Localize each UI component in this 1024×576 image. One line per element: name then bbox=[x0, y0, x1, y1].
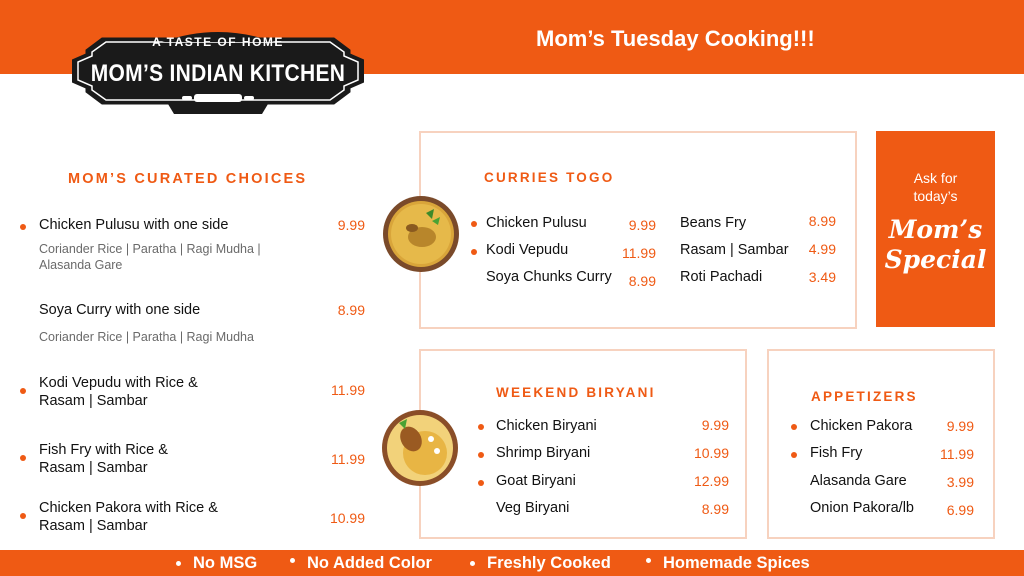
biryani-item-name: Goat Biryani bbox=[496, 473, 576, 489]
biryani-bowl-image bbox=[381, 409, 459, 487]
bullet-dot bbox=[470, 561, 475, 566]
curated-item-sides: Coriander Rice | Paratha | Ragi Mudha bbox=[39, 330, 254, 344]
biryani-item-name: Chicken Biryani bbox=[496, 418, 597, 434]
footer-item: No Added Color bbox=[307, 554, 432, 572]
appetizer-item-price: 6.99 bbox=[946, 502, 974, 518]
curated-item-name-line2: Rasam | Sambar bbox=[39, 460, 148, 476]
bullet-dot bbox=[471, 249, 477, 255]
bullet-dot bbox=[20, 388, 26, 394]
curated-item-price: 11.99 bbox=[331, 382, 365, 398]
curated-item-name-line2: Rasam | Sambar bbox=[39, 518, 148, 534]
bullet-dot bbox=[20, 455, 26, 461]
special-name-line1: Mom’s bbox=[888, 215, 983, 244]
curated-item-name-line2: Rasam | Sambar bbox=[39, 393, 148, 409]
curry-item-name: Beans Fry bbox=[680, 215, 747, 231]
appetizer-item-name: Onion Pakora/lb bbox=[810, 500, 914, 516]
curry-item-name: Roti Pachadi bbox=[680, 269, 763, 285]
curated-item-name-line1: Chicken Pakora with Rice & bbox=[39, 500, 218, 516]
appetizers-title: APPETIZERS bbox=[811, 389, 918, 404]
biryani-item-price: 9.99 bbox=[701, 417, 729, 433]
curated-title: MOM’S CURATED CHOICES bbox=[68, 171, 308, 187]
curated-item-name-line1: Fish Fry with Rice & bbox=[39, 442, 168, 458]
bullet-dot bbox=[791, 424, 797, 430]
curated-item-price: 10.99 bbox=[329, 510, 365, 526]
curry-item-price: 4.99 bbox=[808, 241, 836, 257]
appetizer-item-name: Chicken Pakora bbox=[810, 418, 913, 434]
curry-item-name: Soya Chunks Curry bbox=[486, 269, 612, 285]
curated-item-name-line1: Kodi Vepudu with Rice & bbox=[39, 375, 198, 391]
appetizer-item-price: 11.99 bbox=[940, 446, 974, 462]
footer-item: Homemade Spices bbox=[663, 554, 810, 572]
biryani-item-price: 12.99 bbox=[693, 473, 729, 489]
curry-item-price: 8.99 bbox=[628, 273, 656, 289]
appetizer-item-name: Alasanda Gare bbox=[810, 473, 907, 489]
biryani-item-price: 8.99 bbox=[701, 501, 729, 517]
special-ask-text: Ask for today’s bbox=[913, 170, 958, 204]
footer-bar bbox=[0, 550, 1024, 576]
special-name bbox=[876, 215, 995, 275]
bullet-dot bbox=[478, 452, 484, 458]
curated-item-sides: Coriander Rice | Paratha | Ragi Mudha | Alasanda Gare bbox=[39, 242, 261, 272]
curated-item-name: Soya Curry with one side bbox=[39, 302, 201, 318]
bullet-dot bbox=[791, 452, 797, 458]
bullet-dot bbox=[478, 424, 484, 430]
logo-name: MOM’S INDIAN KITCHEN bbox=[90, 60, 346, 87]
footer-item: No MSG bbox=[193, 554, 258, 572]
biryani-item-name: Veg Biryani bbox=[496, 500, 570, 516]
curries-title: CURRIES TOGO bbox=[484, 170, 615, 185]
bullet-dot bbox=[478, 480, 484, 486]
appetizer-item-price: 9.99 bbox=[946, 418, 974, 434]
curated-item-price: 8.99 bbox=[337, 302, 365, 318]
curated-item-price: 11.99 bbox=[331, 451, 365, 467]
bullet-dot bbox=[471, 221, 477, 227]
bullet-dot bbox=[646, 558, 651, 563]
footer-item: Freshly Cooked bbox=[487, 554, 611, 572]
biryani-item-name: Shrimp Biryani bbox=[496, 445, 591, 461]
bullet-dot bbox=[20, 224, 26, 230]
biryani-title: WEEKEND BIRYANI bbox=[496, 385, 656, 400]
curry-item-price: 11.99 bbox=[622, 245, 656, 261]
curry-item-price: 9.99 bbox=[628, 217, 656, 233]
curated-item-name: Chicken Pulusu with one side bbox=[39, 217, 229, 233]
appetizer-item-name: Fish Fry bbox=[810, 445, 863, 461]
curry-item-price: 8.99 bbox=[808, 213, 836, 229]
curry-item-price: 3.49 bbox=[808, 269, 836, 285]
curry-bowl-image bbox=[382, 195, 460, 273]
logo bbox=[72, 26, 364, 116]
moms-special-panel bbox=[876, 131, 995, 327]
banner-title: Mom’s Tuesday Cooking!!! bbox=[536, 26, 815, 51]
curry-item-name: Rasam | Sambar bbox=[680, 242, 789, 258]
logo-tagline: A TASTE OF HOME bbox=[152, 35, 284, 49]
bullet-dot bbox=[290, 558, 295, 563]
curry-item-name: Chicken Pulusu bbox=[486, 215, 587, 231]
curated-item-price: 9.99 bbox=[337, 217, 365, 233]
curry-item-name: Kodi Vepudu bbox=[486, 242, 569, 258]
bullet-dot bbox=[176, 561, 181, 566]
biryani-item-price: 10.99 bbox=[693, 445, 729, 461]
appetizer-item-price: 3.99 bbox=[946, 474, 974, 490]
special-name-line2: Special bbox=[884, 245, 987, 274]
bullet-dot bbox=[20, 513, 26, 519]
